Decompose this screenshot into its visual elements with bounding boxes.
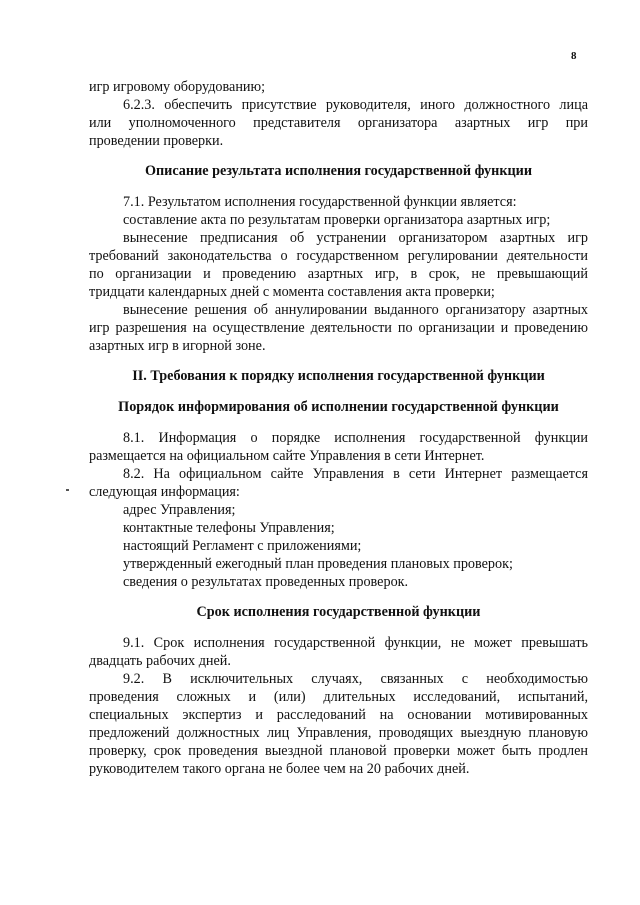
text-line: проведения сложных и (или) длительных исследований, испытаний,: [89, 689, 588, 705]
text-line: составление акта по результатам проверки организатора азартных игр;: [123, 212, 551, 228]
text-line: руководителем такого органа не более чем на 20 рабочих дней.: [89, 761, 470, 777]
text-line: следующая информация:: [89, 484, 240, 500]
text-line: утвержденный ежегодный план проведения плановых проверок;: [123, 556, 513, 572]
section-heading: Срок исполнения государственной функции: [196, 604, 481, 620]
text-line: специальных экспертиз и расследований на основании мотивированных: [89, 707, 588, 723]
text-line: 9.1. Срок исполнения государственной функции, не может превышать: [123, 635, 588, 651]
text-line: игр игровому оборудованию;: [89, 79, 266, 95]
section-heading: Порядок информирования об исполнении государственной функции: [118, 399, 559, 415]
text-line: азартных игр в игорной зоне.: [89, 338, 266, 354]
text-line: тридцати календарных дней с момента составления акта проверки;: [89, 284, 495, 300]
text-line: 9.2. В исключительных случаях, связанных с необходимостью: [123, 671, 588, 687]
page-number: 8: [571, 50, 577, 62]
text-line: 6.2.3. обеспечить присутствие руководителя, иного должностного лица: [123, 97, 588, 113]
text-line: вынесение решения об аннулировании выданного организатору азартных: [123, 302, 588, 318]
margin-mark: [66, 489, 69, 491]
text-line: 7.1. Результатом исполнения государственной функции является:: [123, 194, 517, 210]
text-line: размещается на официальном сайте Управления в сети Интернет.: [89, 448, 485, 464]
text-line: предложений должностных лиц Управления, проводящих выездную плановую: [89, 725, 588, 741]
text-line: требований законодательства о государственном регулировании деятельности: [89, 248, 588, 264]
text-line: сведения о результатах проведенных проверок.: [123, 574, 409, 590]
text-line: 8.1. Информация о порядке исполнения государственной функции: [123, 430, 588, 446]
text-line: контактные телефоны Управления;: [123, 520, 335, 536]
text-line: проведении проверки.: [89, 133, 224, 149]
text-line: или уполномоченного представителя организатора азартных игр при: [89, 115, 588, 131]
text-line: по организации и проведению азартных игр, в срок, не превышающий: [89, 266, 588, 282]
text-line: двадцать рабочих дней.: [89, 653, 231, 669]
text-line: проверку, срок проведения выездной плановой проверки может быть продлен: [89, 743, 588, 759]
text-line: игр разрешения на осуществление деятельности по организации и проведению: [89, 320, 588, 336]
section-heading: II. Требования к порядку исполнения государственной функции: [132, 368, 545, 384]
section-heading: Описание результата исполнения государственной функции: [144, 163, 533, 179]
text-line: адрес Управления;: [123, 502, 236, 518]
text-line: вынесение предписания об устранении организатором азартных игр: [123, 230, 588, 246]
text-line: настоящий Регламент с приложениями;: [123, 538, 362, 554]
text-line: 8.2. На официальном сайте Управления в сети Интернет размещается: [123, 466, 588, 482]
